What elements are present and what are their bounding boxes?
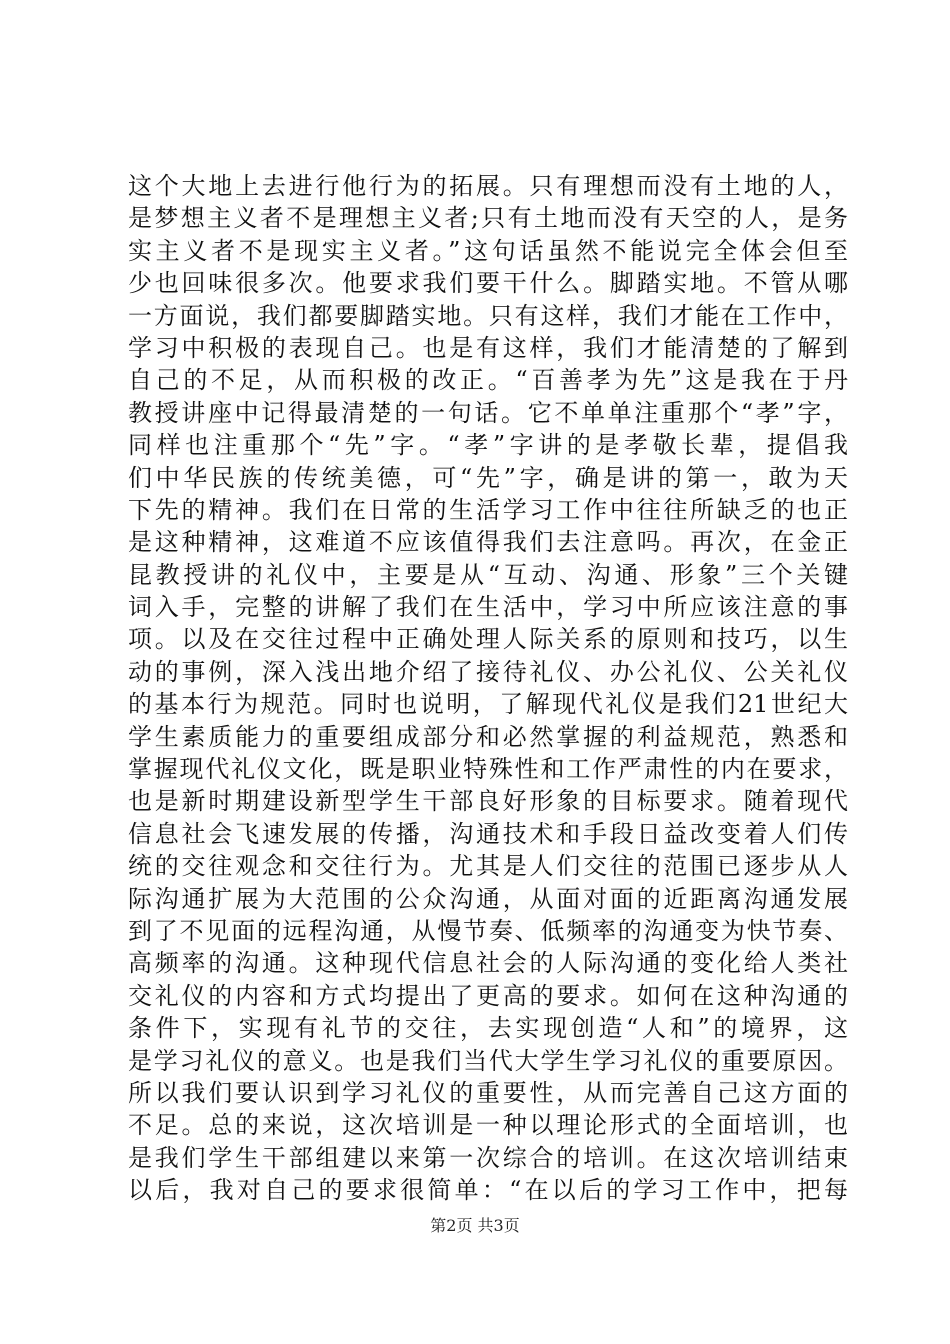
text-line: 也是新时期建设新型学生干部良好形象的目标要求。随着现代 [128,787,848,816]
text-line: 词入手，完整的讲解了我们在生活中，学习中所应该注意的事 [128,593,848,622]
text-line: 一方面说，我们都要脚踏实地。只有这样，我们才能在工作中， [128,301,848,330]
text-line: 统的交往观念和交往行为。尤其是人们交往的范围已逐步从人 [128,852,848,881]
text-line: 动的事例，深入浅出地介绍了接待礼仪、办公礼仪、公关礼仪 [128,657,848,686]
text-line: 掌握现代礼仪文化，既是职业特殊性和工作严肃性的内在要求， [128,755,848,784]
text-line: 到了不见面的远程沟通，从慢节奏、低频率的沟通变为快节奏、 [128,916,848,945]
text-line: 际沟通扩展为大范围的公众沟通，从面对面的近距离沟通发展 [128,884,848,913]
text-line: 昆教授讲的礼仪中，主要是从“互动、沟通、形象”三个关键 [128,560,848,589]
text-line: 交礼仪的内容和方式均提出了更高的要求。如何在这种沟通的 [128,981,848,1010]
text-line: 高频率的沟通。这种现代信息社会的人际沟通的变化给人类社 [128,949,848,978]
text-line: 项。以及在交往过程中正确处理人际关系的原则和技巧，以生 [128,625,848,654]
text-line: 是我们学生干部组建以来第一次综合的培训。在这次培训结束 [128,1143,848,1172]
text-line: 不足。总的来说，这次培训是一种以理论形式的全面培训，也 [128,1111,848,1140]
text-line: 以后，我对自己的要求很简单：“在以后的学习工作中，把每 [128,1176,848,1205]
text-line: 所以我们要认识到学习礼仪的重要性，从而完善自己这方面的 [128,1078,848,1107]
text-line: 自己的不足，从而积极的改正。“百善孝为先”这是我在于丹 [128,366,848,395]
page-number-footer: 第2页 共3页 [430,1216,520,1235]
text-line: 信息社会飞速发展的传播，沟通技术和手段日益改变着人们传 [128,819,848,848]
text-line: 是梦想主义者不是理想主义者;只有土地而没有天空的人，是务 [128,204,848,233]
text-line: 们中华民族的传统美德，可“先”字，确是讲的第一，敢为天 [128,463,848,492]
text-line: 少也回味很多次。他要求我们要干什么。脚踏实地。不管从哪 [128,269,848,298]
text-line: 教授讲座中记得最清楚的一句话。它不单单注重那个“孝”字， [128,398,848,427]
text-line: 同样也注重那个“先”字。“孝”字讲的是孝敬长辈，提倡我 [128,431,848,460]
text-line: 是这种精神，这难道不应该值得我们去注意吗。再次，在金正 [128,528,848,557]
text-line: 这个大地上去进行他行为的拓展。只有理想而没有土地的人， [128,172,848,200]
text-line: 实主义者不是现实主义者。”这句话虽然不能说完全体会但至 [128,236,848,265]
text-line: 学习中积极的表现自己。也是有这样，我们才能清楚的了解到 [128,333,848,362]
text-line: 条件下，实现有礼节的交往，去实现创造“人和”的境界，这 [128,1014,848,1043]
text-line: 的基本行为规范。同时也说明，了解现代礼仪是我们21世纪大 [128,690,848,719]
text-line: 学生素质能力的重要组成部分和必然掌握的利益规范，熟悉和 [128,722,848,751]
body-text [128,170,848,1207]
text-line: 是学习礼仪的意义。也是我们当代大学生学习礼仪的重要原因。 [128,1046,848,1075]
text-line: 下先的精神。我们在日常的生活学习工作中往往所缺乏的也正 [128,495,848,524]
